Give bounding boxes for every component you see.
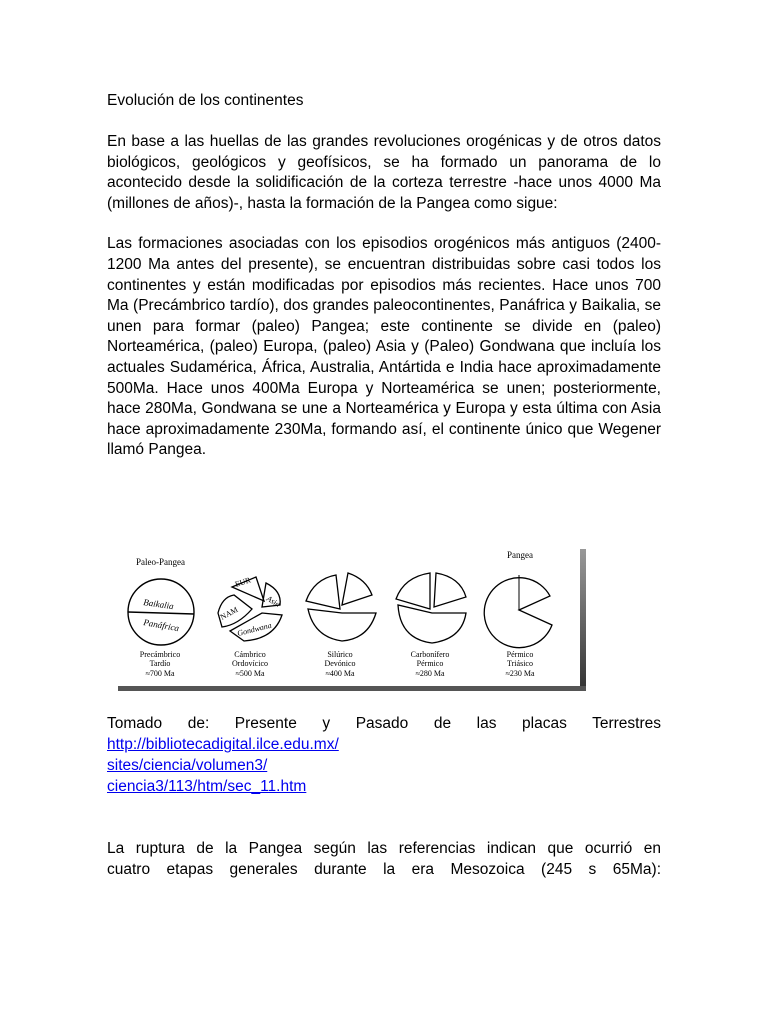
period-1-name: Precámbrico bbox=[139, 650, 181, 659]
period-5-sub: Triásico bbox=[507, 659, 533, 668]
period-3-age: ≈400 Ma bbox=[325, 669, 355, 678]
source-citation bbox=[107, 713, 661, 797]
document-title: Evolución de los continentes bbox=[107, 92, 304, 109]
period-3-sub: Devónico bbox=[324, 659, 356, 668]
region-asia: Asia bbox=[265, 593, 282, 609]
period-5-name: Pérmico bbox=[506, 650, 534, 659]
region-eur: EUR bbox=[233, 575, 252, 589]
period-1-sub: Tardío bbox=[149, 659, 171, 668]
period-1-age: ≈700 Ma bbox=[145, 669, 175, 678]
region-panafrica: Panáfrica bbox=[142, 617, 180, 634]
history-paragraph: Las formaciones asociadas con los episodios orogénicos más antiguos (2400-1200 Ma antes del presente), se encuentran distribuidas sobre casi todos los continentes y están modificadas por episodios más recientes. Hace unos 700 Ma (Precámbrico tardío), dos grandes paleocontinentes, Panáfrica y Baikalia, se unen para formar (paleo) Pangea; este continente se divide en (paleo) Norteamérica, (paleo) Europa, (paleo) Asia y (Paleo) Gondwana que incluía los actuales Sudamérica, África, Australia, Antártida e India hace aproximadamente 500Ma. Hace unos 400Ma Europa y Norteamérica se unen; posteriormente, hace 280Ma, Gondwana se une a Norteamérica y Europa y esta última con Asia hace aproximadamente 230Ma, formando así, el continente único que Wegener llamó Pangea. bbox=[107, 235, 661, 459]
figure-shadow-right bbox=[580, 549, 586, 690]
period-2-age: ≈500 Ma bbox=[235, 669, 265, 678]
period-3-name: Silúrico bbox=[327, 650, 353, 659]
continent-evolution-diagram bbox=[110, 543, 588, 693]
label-paleo-pangea: Paleo-Pangea bbox=[136, 557, 185, 567]
rupture-paragraph bbox=[107, 838, 661, 880]
source-text: Tomado de: Presente y Pasado de las placas Terrestres bbox=[107, 715, 661, 732]
source-link-part-2[interactable]: sites/ciencia/volumen3/ bbox=[107, 757, 268, 774]
period-4-name: Carbonífero bbox=[410, 650, 450, 659]
period-4-age: ≈280 Ma bbox=[415, 669, 445, 678]
label-pangea: Pangea bbox=[507, 550, 533, 560]
region-nam: NAM bbox=[218, 605, 240, 622]
source-link-part-3[interactable]: ciencia3/113/htm/sec_11.htm bbox=[107, 778, 307, 795]
rupture-line-1: La ruptura de la Pangea según las referencias indican que ocurrió en bbox=[107, 840, 661, 857]
period-2-name: Cámbrico bbox=[234, 650, 266, 659]
document-body bbox=[107, 90, 661, 461]
continent-evolution-figure bbox=[110, 543, 588, 693]
source-link-part-1[interactable]: http://bibliotecadigital.ilce.edu.mx/ bbox=[107, 736, 339, 753]
region-baikalia: Baikalia bbox=[142, 597, 175, 612]
intro-paragraph: En base a las huellas de las grandes revoluciones orogénicas y de otros datos biológicos, geológicos y geofísicos, se ha formado un panorama de lo acontecido desde la solidificación de la corteza terrestre -hace unos 4000 Ma (millones de años)-, hasta la formación de la Pangea como sigue: bbox=[107, 133, 661, 212]
figure-shadow-bottom bbox=[118, 686, 586, 691]
period-5-age: ≈230 Ma bbox=[505, 669, 535, 678]
rupture-line-2: cuatro etapas generales durante la era Mesozoica (245 s 65Ma): bbox=[107, 861, 661, 878]
period-2-sub: Ordovícico bbox=[232, 659, 268, 668]
period-4-sub: Pérmico bbox=[416, 659, 444, 668]
region-gondwana: Gondwana bbox=[236, 620, 273, 638]
